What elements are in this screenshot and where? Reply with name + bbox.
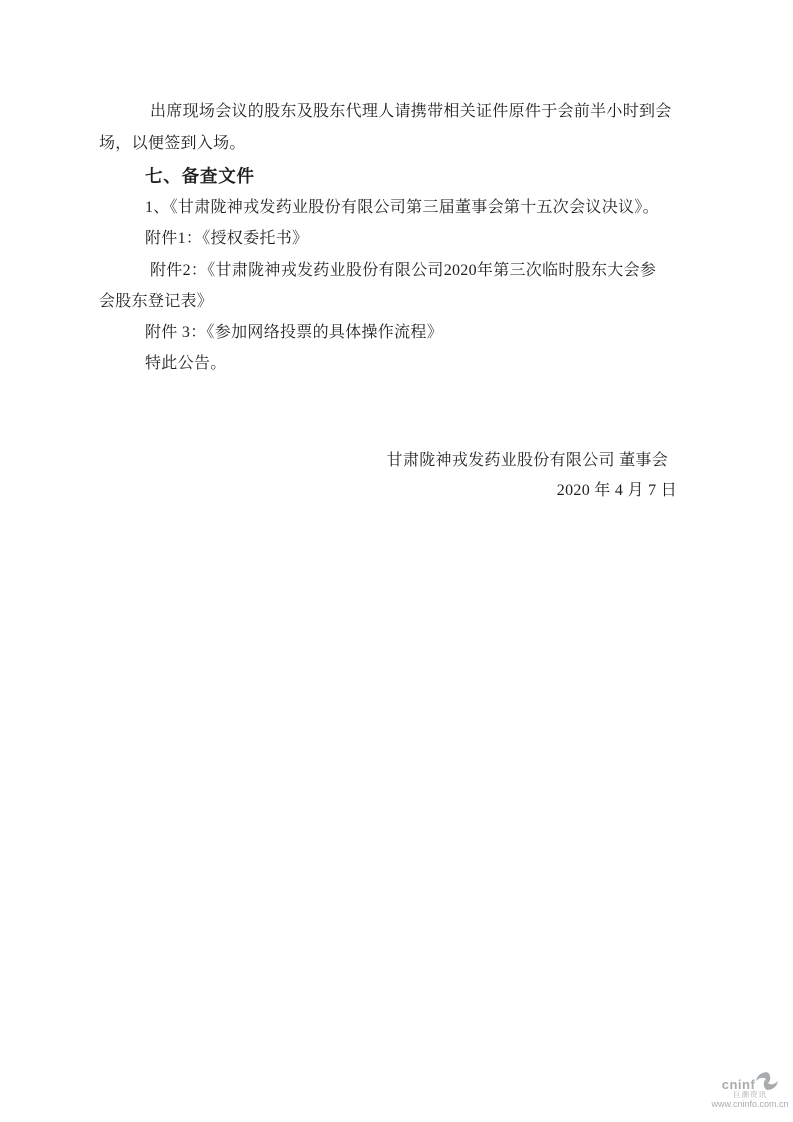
closing-line: 特此公告。 (145, 355, 227, 372)
reference-item-1: 1、《甘肃陇神戎发药业股份有限公司第三届董事会第十五次会议决议》。 (145, 199, 659, 216)
attachment-2-line-1: 附件2：《甘肃陇神戎发药业股份有限公司2020年第三次临时股东大会参 (150, 262, 657, 279)
cninfo-chinese-name: 巨潮资讯 (733, 1089, 767, 1099)
signature-date: 2020 年 4 月 7 日 (556, 482, 677, 499)
body-line-1: 出席现场会议的股东及股东代理人请携带相关证件原件于会前半小时到会 (150, 103, 672, 120)
cninfo-brand-text: cninf (721, 1076, 756, 1092)
cninfo-swirl-icon (756, 1072, 778, 1090)
signature-company: 甘肃陇神戎发药业股份有限公司 董事会 (386, 452, 668, 469)
cninfo-logo (710, 1071, 790, 1110)
attachment-3-line: 附件 3：《参加网络投票的具体操作流程》 (145, 324, 444, 341)
attachment-2-line-2: 会股东登记表》 (99, 293, 214, 310)
attachment-1-line: 附件1：《授权委托书》 (145, 230, 309, 247)
body-line-2: 场，以便签到入场。 (99, 135, 246, 152)
cninfo-url: www.cninfo.com.cn (711, 1099, 789, 1109)
cninfo-logo-row (710, 1071, 790, 1090)
section-heading: 七、备查文件 (145, 166, 255, 186)
